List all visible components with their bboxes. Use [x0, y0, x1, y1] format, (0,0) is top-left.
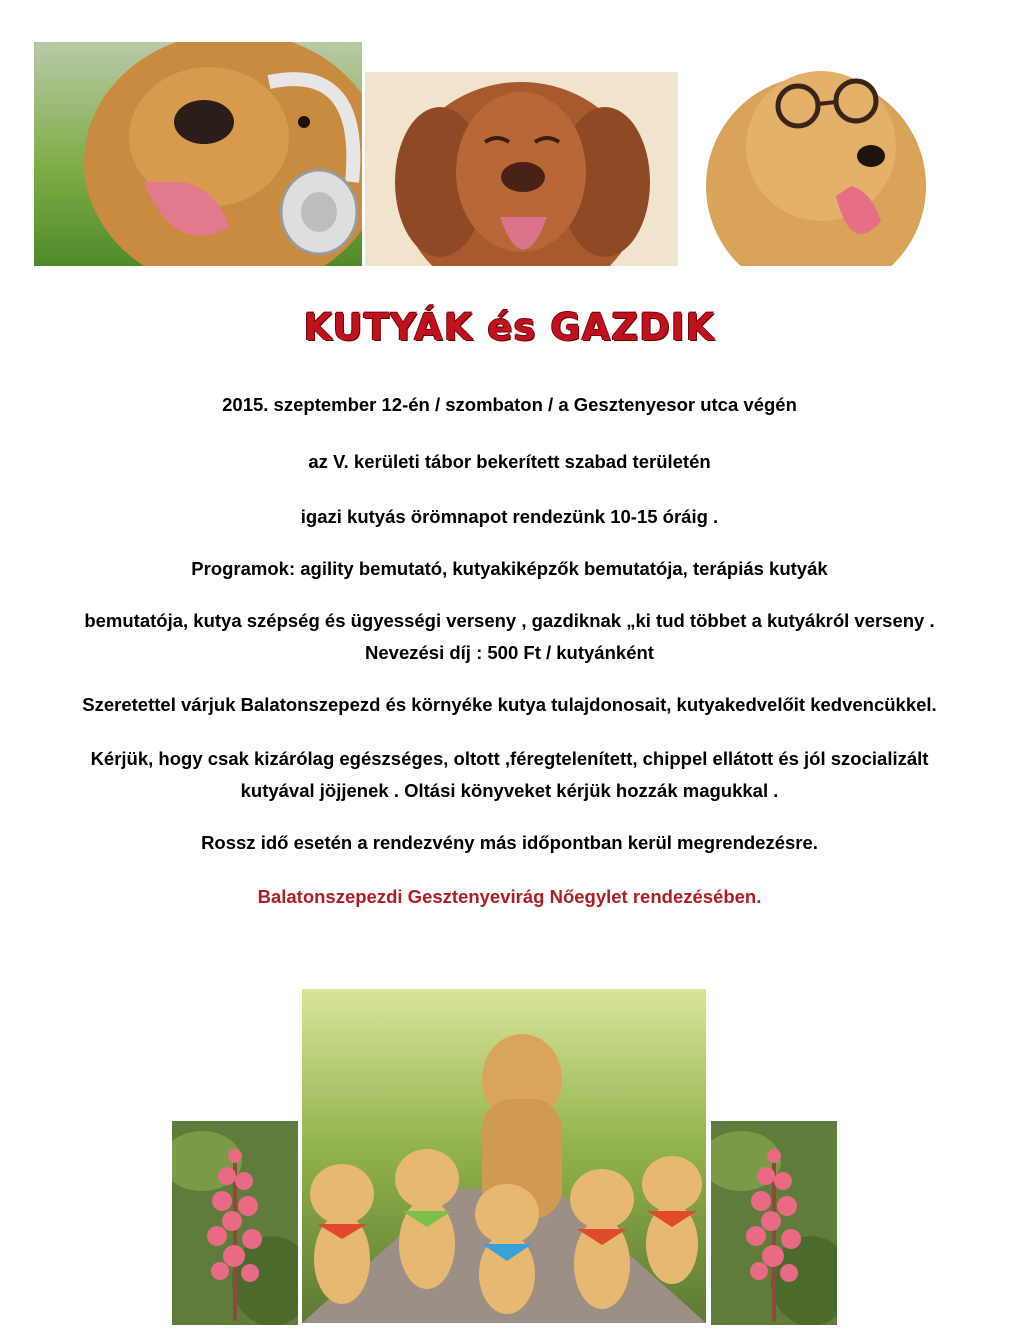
event-date-location: 2015. szeptember 12-én / szombaton / a Gesztenyesor utca végén	[222, 394, 797, 415]
weather-notice: Rossz idő esetén a rendezvény más időpontban kerül megrendezésre.	[201, 832, 818, 853]
event-venue: az V. kerületi tábor bekerített szabad területén	[308, 451, 711, 472]
photo-puppies-walking	[302, 989, 706, 1323]
photo-dog-smiling	[365, 72, 678, 266]
programs-line-2: bemutatója, kutya szépség és ügyességi verseny , gazdiknak „ki tud többet a kutyákról verseny .	[84, 610, 935, 631]
event-title: KUTYÁK és GAZDIK	[303, 306, 716, 349]
invitation-text: Szeretettel várjuk Balatonszepezd és környéke kutya tulajdonosait, kutyakedvelőit kedvencükkel.	[82, 694, 937, 715]
photo-chestnut-flower-right	[711, 1121, 837, 1325]
entry-fee: Nevezési díj : 500 Ft / kutyánként	[365, 642, 654, 663]
requirements-line-1: Kérjük, hogy csak kizárólag egészséges, oltott ,féregtelenített, chippel ellátott és jól szocializált	[90, 748, 929, 769]
photo-dog-headphones	[34, 42, 362, 266]
requirements-line-2: kutyával jöjjenek . Oltási könyveket kérjük hozzák magukkal .	[240, 780, 779, 801]
organizer-credit: Balatonszepezdi Gesztenyevirág Nőegylet rendezésében.	[257, 886, 762, 907]
photo-chestnut-flower-left	[172, 1121, 298, 1325]
photo-dog-glasses	[686, 46, 971, 266]
event-time: igazi kutyás örömnapot rendezünk 10-15 óráig .	[300, 506, 719, 527]
programs-line-1: Programok: agility bemutató, kutyakiképzők bemutatója, terápiás kutyák	[191, 558, 828, 579]
